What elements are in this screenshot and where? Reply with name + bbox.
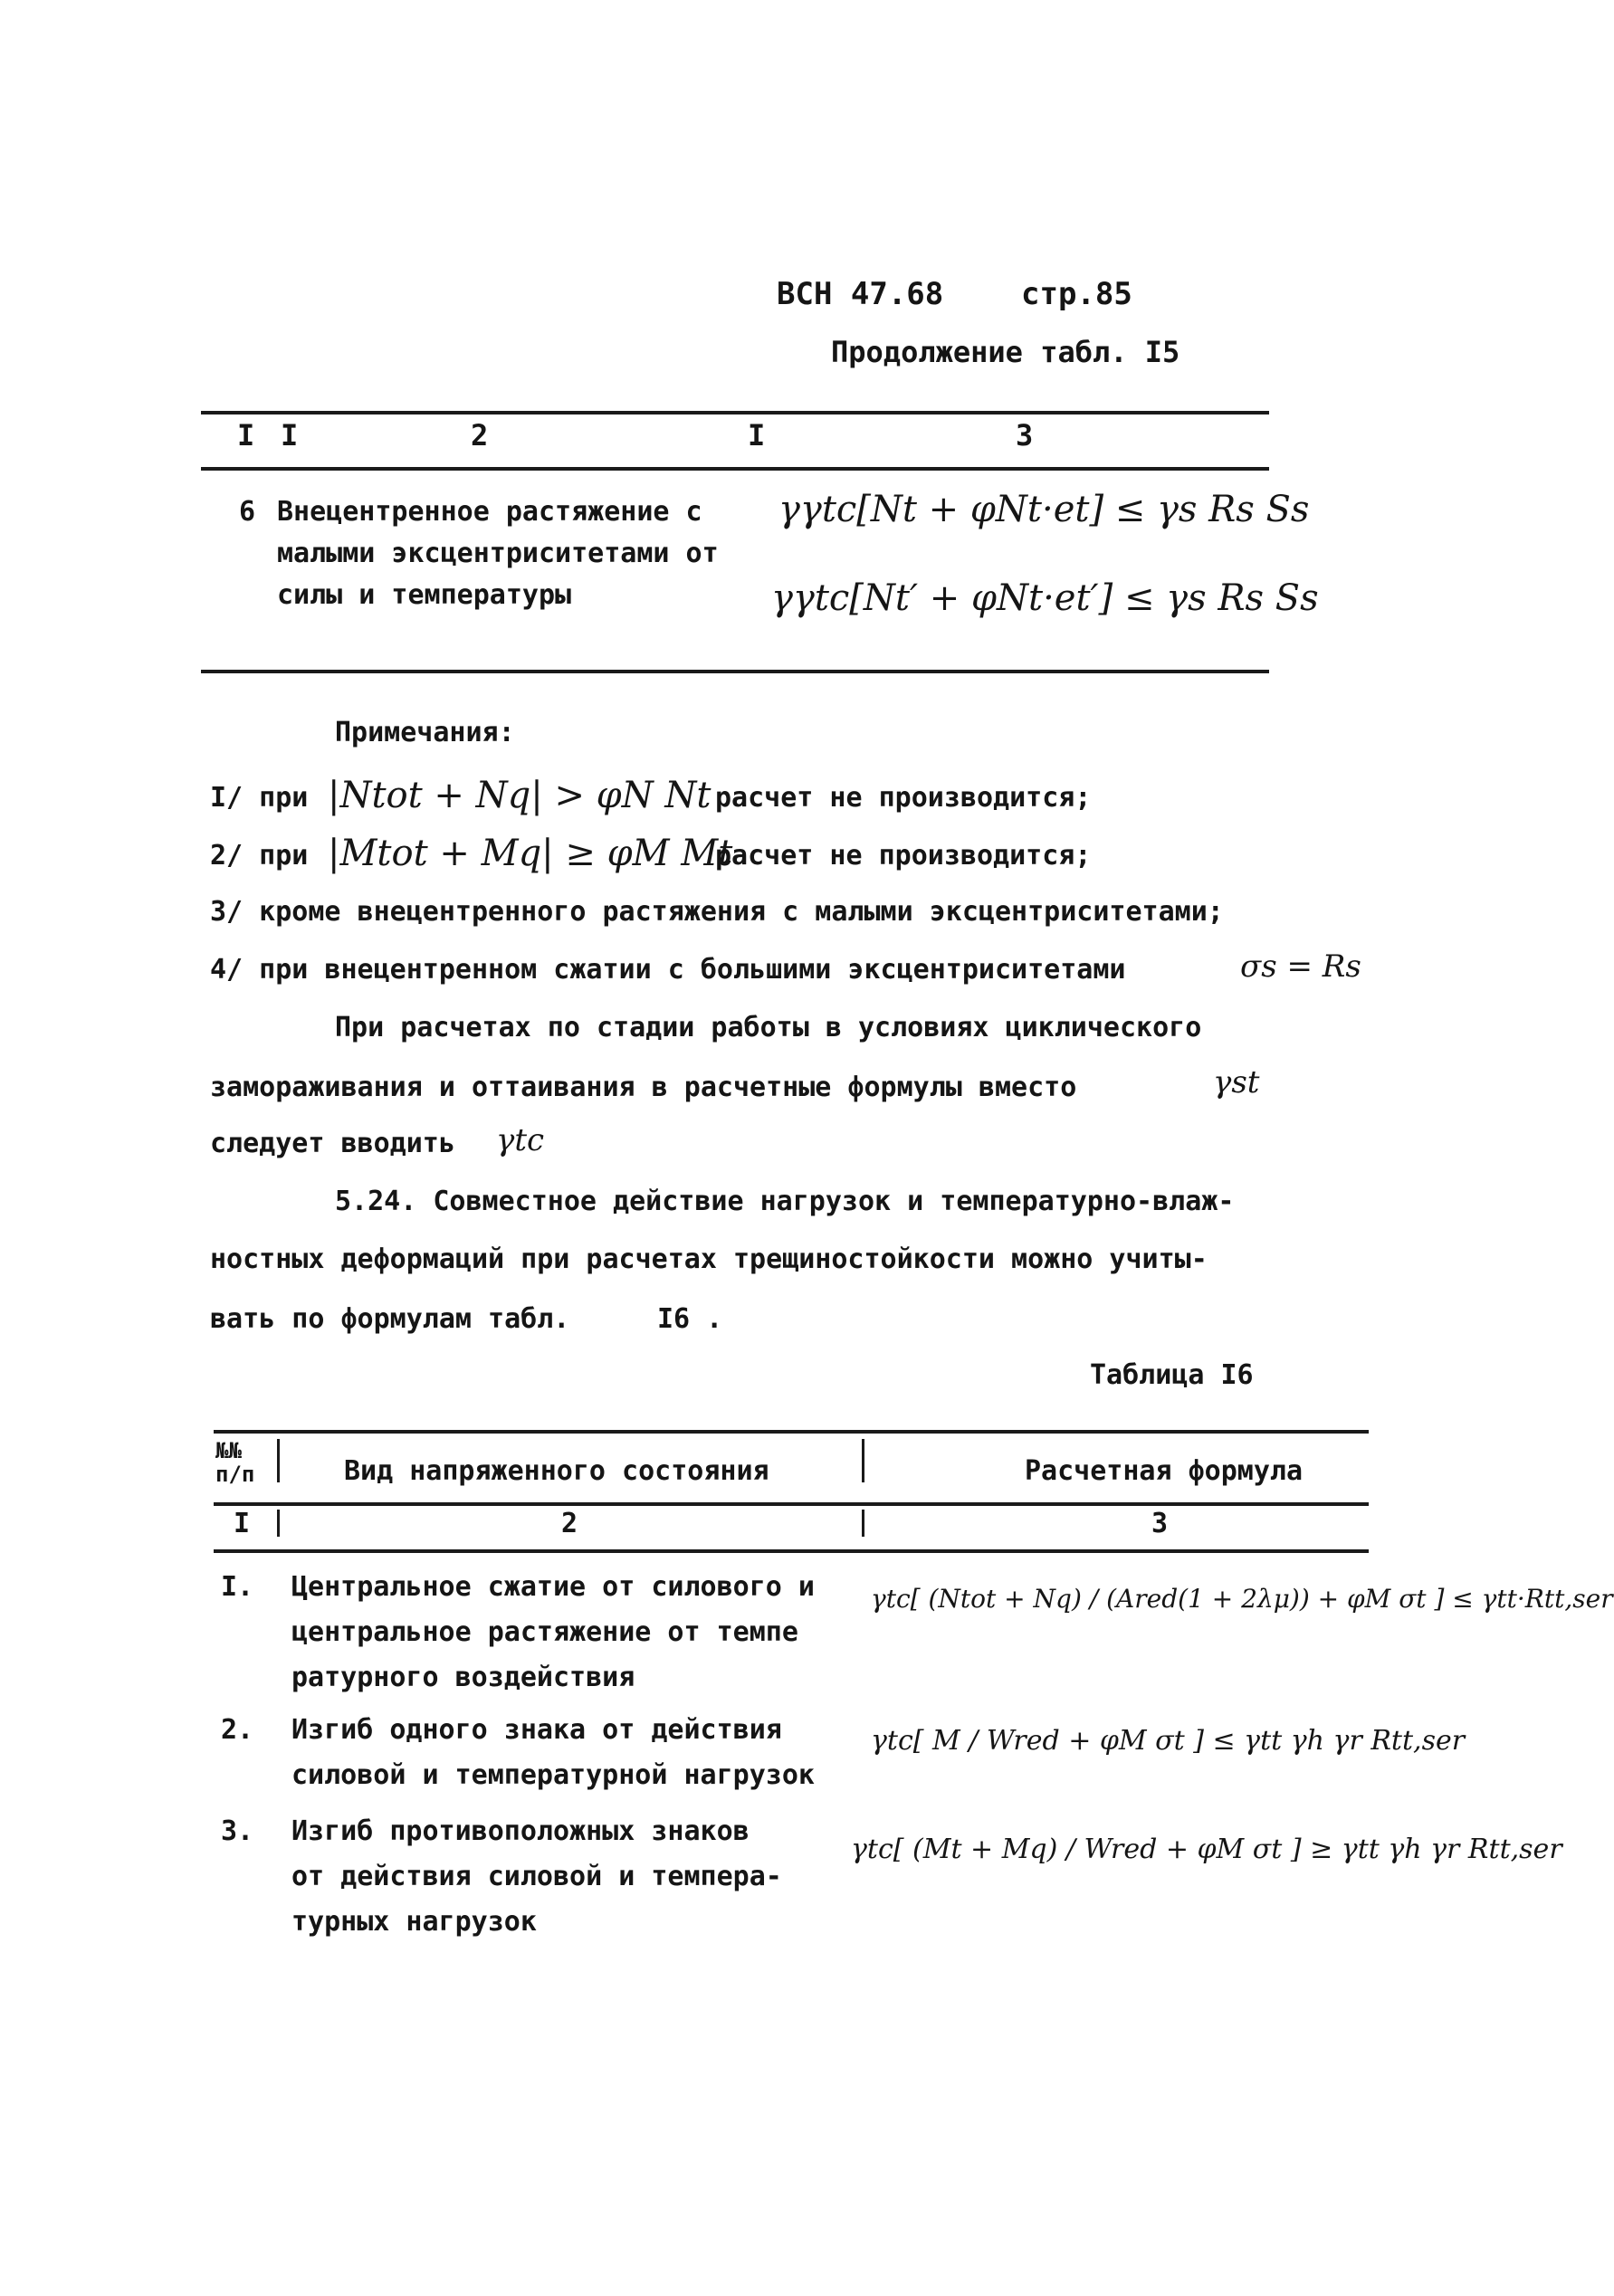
table15-top-rule [201, 411, 1269, 414]
table16-header-rule [214, 1502, 1369, 1506]
table16-row-formula: γtc[ (Mt + Mq) / Wred + φM σt ] ≥ γtt γh γr Rtt,ser [851, 1834, 1562, 1865]
table16-index-2: 2 [561, 1508, 578, 1539]
table16-header-number: №№ п/п [215, 1438, 255, 1487]
table16-row-text: от действия силовой и темпера- [291, 1861, 782, 1892]
table16-row-text: ратурного воздействия [291, 1662, 635, 1693]
table15-separator: I [281, 418, 299, 453]
table16-row-number: 2. [221, 1714, 254, 1746]
note-1-prefix: I/ при [210, 782, 309, 814]
table16-index-divider [862, 1510, 864, 1537]
note-3: 3/ кроме внецентренного растяжения с малыми эксцентриситетами; [210, 896, 1224, 928]
table16-row-text: турных нагрузок [291, 1906, 537, 1938]
table15-col1-header: I [237, 418, 255, 453]
table16-index-1: I [234, 1508, 251, 1539]
note-4-formula: σs = Rs [1240, 948, 1361, 985]
table16-header-formula: Расчетная формула [1025, 1455, 1304, 1487]
table16-row-number: I. [221, 1571, 254, 1603]
table15-row-text: малыми эксцентриситетами от [277, 538, 719, 569]
note-1-text: расчет не производится; [715, 782, 1092, 814]
notes-title: Примечания: [335, 717, 515, 748]
section-5-24-line: 5.24. Совместное действие нагрузок и температурно-влаж- [335, 1186, 1235, 1217]
table16-header-divider [277, 1439, 280, 1482]
table15-header-rule [201, 467, 1269, 471]
table16-index-3: 3 [1151, 1508, 1169, 1539]
note-2-prefix: 2/ при [210, 840, 309, 872]
table16-index-rule [214, 1549, 1369, 1553]
table16-row-text: Центральное сжатие от силового и [291, 1571, 815, 1603]
table15-col3-header: 3 [1016, 418, 1034, 453]
table16-top-rule [214, 1430, 1369, 1434]
table15-bottom-rule [201, 670, 1269, 673]
paragraph-line: следует вводить [210, 1128, 455, 1159]
paragraph-line: При расчетах по стадии работы в условиях циклического [335, 1012, 1202, 1043]
table16-index-divider [277, 1510, 280, 1537]
table16-header-type: Вид напряженного состояния [344, 1455, 769, 1487]
table16-row-formula: γtc[ M / Wred + φM σt ] ≤ γtt γh γr Rtt,ser [871, 1725, 1466, 1757]
table15-row-text: силы и температуры [277, 579, 572, 611]
table16-row-text: силовой и температурной нагрузок [291, 1759, 815, 1791]
page-number: стр.85 [1021, 276, 1132, 312]
table15-formula-2: γγtc[Nt′ + φNt·et′] ≤ γs Rs Ss [771, 577, 1319, 619]
paragraph-formula: γtc [496, 1122, 545, 1158]
table16-row-text: центральное растяжение от темпе [291, 1616, 798, 1648]
table16-caption: Таблица I6 [1090, 1359, 1254, 1391]
table16-row-number: 3. [221, 1815, 254, 1847]
table-reference: I6 . [657, 1303, 723, 1335]
table15-separator: I [748, 418, 766, 453]
note-1-formula: |Ntot + Nq| > φN Nt [328, 775, 711, 816]
table16-row-formula: γtc[ (Ntot + Nq) / (Ared(1 + 2λμ)) + φM σt ] ≤ γtt·Rtt,ser [871, 1584, 1613, 1614]
document-code: ВСН 47.68 [777, 276, 944, 312]
note-4: 4/ при внецентренном сжатии с большими эксцентриситетами [210, 954, 1126, 986]
table-continuation-title: Продолжение табл. I5 [831, 335, 1180, 369]
table15-row-number: 6 [239, 496, 256, 528]
section-5-24-line: ностных деформаций при расчетах трещиностойкости можно учиты- [210, 1243, 1208, 1275]
section-5-24-line: вать по формулам табл. [210, 1303, 570, 1335]
table16-header-divider [862, 1439, 864, 1482]
table15-col2-header: 2 [471, 418, 489, 453]
table16-row-text: Изгиб одного знака от действия [291, 1714, 782, 1746]
note-2-formula: |Mtot + Mq| ≥ φM Mt [328, 833, 733, 874]
table15-row-text: Внецентренное растяжение с [277, 496, 702, 528]
note-2-text: расчет не производится; [715, 840, 1092, 872]
paragraph-formula: γst [1213, 1064, 1260, 1100]
paragraph-line: замораживания и оттаивания в расчетные формулы вместо [210, 1072, 1077, 1103]
table16-row-text: Изгиб противоположных знаков [291, 1815, 750, 1847]
table15-formula-1: γγtc[Nt + φNt·et] ≤ γs Rs Ss [778, 489, 1310, 530]
